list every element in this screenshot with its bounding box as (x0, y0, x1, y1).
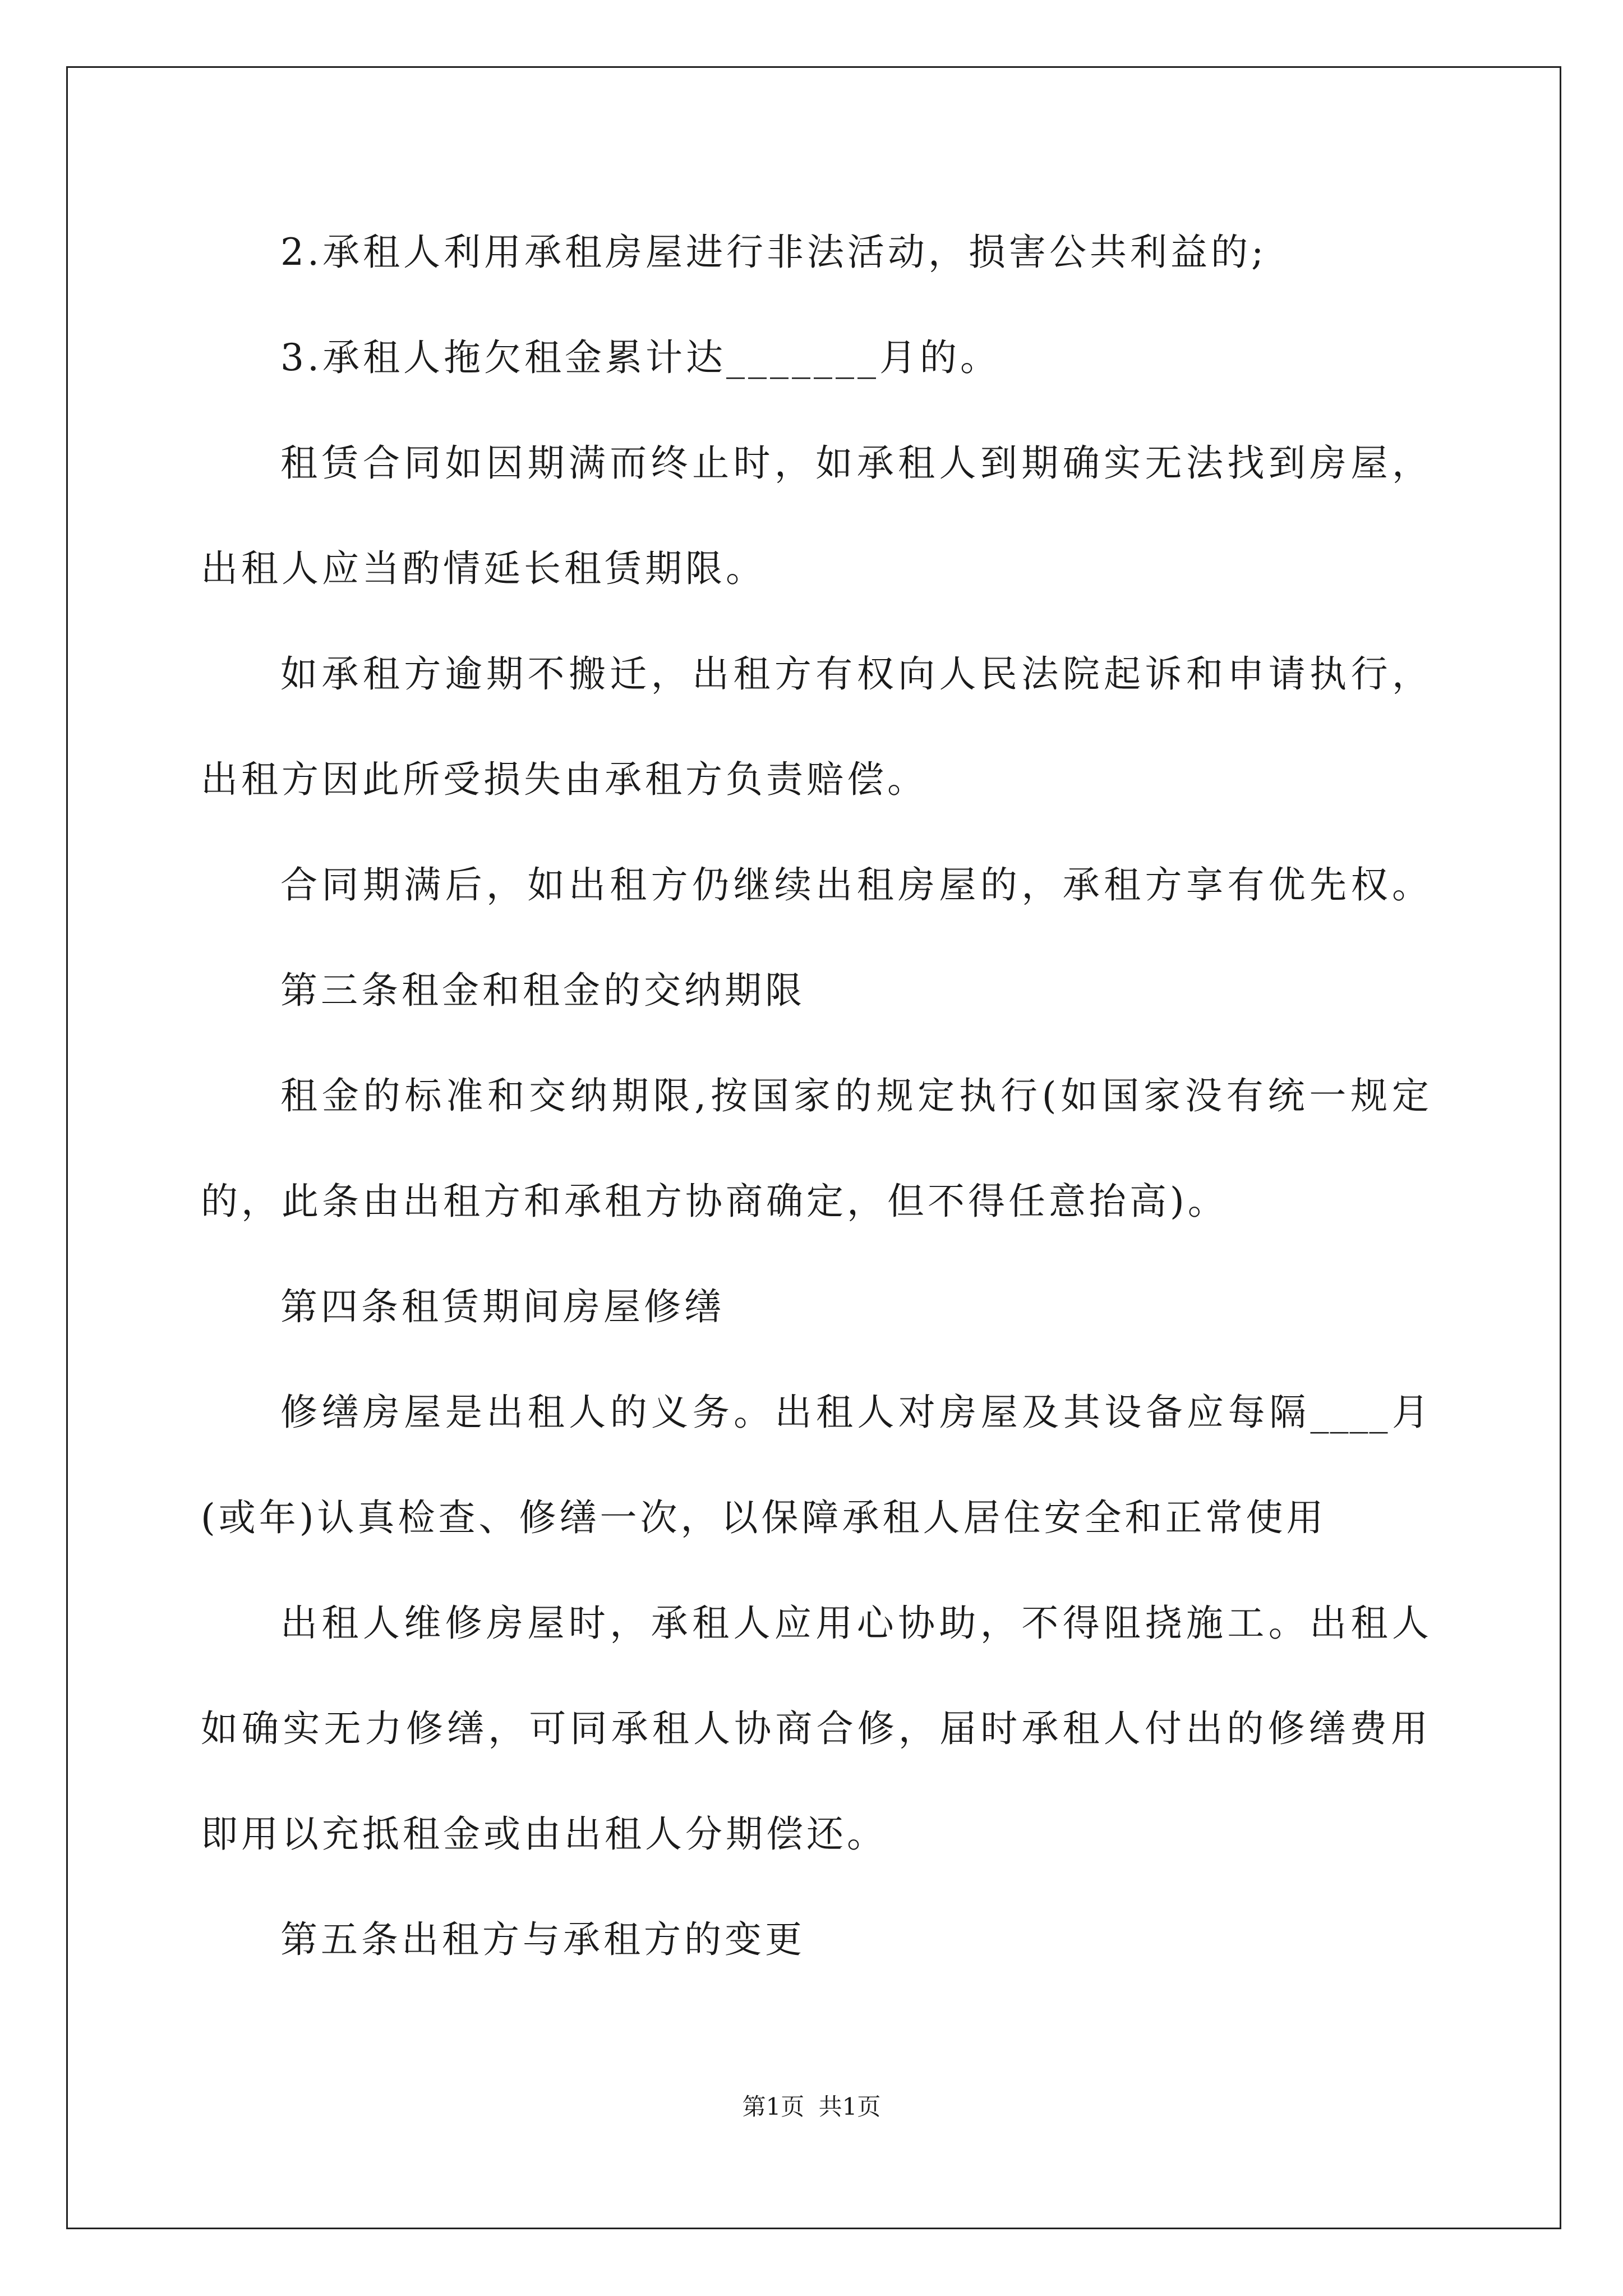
page-number-total: 共1页 (818, 2093, 881, 2120)
paragraph-line: 如承租方逾期不搬迁，出租方有权向人民法院起诉和申请执行， (280, 652, 1430, 696)
paragraph-line: 修缮房屋是出租人的义务。出租人对房屋及其设备应每隔____月 (280, 1391, 1430, 1434)
paragraph-line: 如确实无力修缮，可同承租人协商合修，届时承租人付出的修缮费用 (201, 1707, 1429, 1750)
paragraph-line: 出租人应当酌情延长租赁期限。 (201, 547, 766, 590)
section-heading: 第五条出租方与承租方的变更 (280, 1918, 805, 1961)
paragraph-line: 租赁合同如因期满而终止时，如承租人到期确实无法找到房屋， (280, 441, 1430, 485)
paragraph-line: 出租方因此所受损失由承租方负责赔偿。 (201, 758, 928, 801)
section-heading: 第四条租赁期间房屋修缮 (280, 1285, 725, 1328)
paragraph-line: 即用以充抵租金或由出租人分期偿还。 (201, 1812, 887, 1856)
paragraph-line: 出租人维修房屋时，承租人应用心协助，不得阻挠施工。出租人 (280, 1602, 1430, 1645)
paragraph-line: 3.承租人拖欠租金累计达_______月的。 (280, 336, 1000, 379)
page-border (66, 66, 1561, 2229)
page-footer (0, 2092, 1623, 2122)
page-number-current: 第1页 (742, 2093, 805, 2120)
paragraph-line: 的，此条由出租方和承租方协商确定，但不得任意抬高)。 (201, 1180, 1228, 1223)
paragraph-line: 2.承租人利用承租房屋进行非法活动，损害公共利益的; (280, 231, 1267, 274)
paragraph-line: 合同期满后，如出租方仍继续出租房屋的，承租方享有优先权。 (280, 863, 1430, 907)
section-heading: 第三条租金和租金的交纳期限 (280, 969, 805, 1012)
paragraph-line: (或年)认真检查、修缮一次，以保障承租人居住安全和正常使用 (201, 1496, 1327, 1539)
paragraph-line: 租金的标准和交纳期限,按国家的规定执行(如国家没有统一规定 (280, 1074, 1430, 1117)
